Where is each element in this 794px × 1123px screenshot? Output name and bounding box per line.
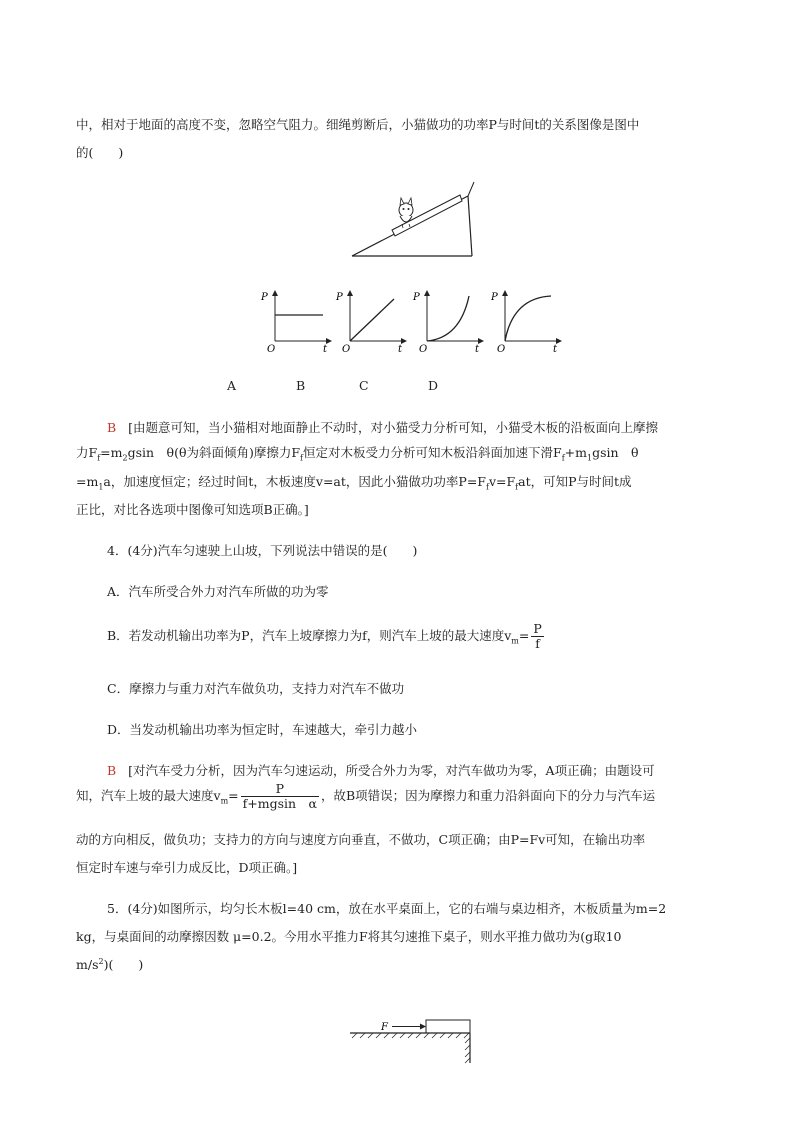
p-t-graphs [255,286,565,358]
graph-option-b: B [296,378,306,393]
q4-stem: 4．(4分)汽车匀速驶上山坡，下列说法中错误的是( ) [107,543,418,558]
graph-d-origin: O [497,344,506,355]
graph-b-curve [350,299,394,341]
q4-option-b: B．若发动机输出功率为P，汽车上坡摩擦力为f，则汽车上坡的最大速度$v_m=$ $\frac{P}{f}$ [107,621,542,651]
graph-d-t-label: t [553,344,558,355]
q5-line2: kg，与桌面间的动摩擦因数 μ=0.2。今用水平推力F将其匀速推下桌子，则水平推力做功为(g取10 [76,929,622,944]
answer-3-line1: B [由题意可知，当小猫相对地面静止不动时，对小猫受力分析可知，小猫受木板的沿板面向上摩擦 [107,420,659,435]
answer-3-line2: 力$F_f=m_2gsin$ θ(θ为斜面倾角)摩擦力$F_f$恒定对木板受力分析可知木板沿斜面加速下滑$F_f+m_1gsin$ θ [76,445,639,463]
a4-fraction: $\frac{P}{\text{f+mgsin α}}$ [242,781,317,811]
q5-line1: 5．(4分)如图所示，均匀长木板l=40 cm，放在水平桌面上，它的右端与桌边相齐，木板质量为m=2 [107,901,667,916]
answer-4-line3: 动的方向相反，做负功；支持力的方向与速度方向垂直，不做功，C项正确；由P=Fv可知，在输出功率 [76,832,646,847]
graph-b-origin: O [342,344,351,355]
answer-4-letter: B [107,763,117,778]
board-table-figure [348,1015,478,1065]
q4-option-d: D．当发动机输出功率为恒定时，车速越大，牵引力越小 [107,722,418,737]
graph-a-origin: O [267,344,276,355]
graph-a-t-label: t [323,344,328,355]
graph-d [490,291,561,355]
graph-c-t-label: t [475,344,480,355]
force-label: F [381,1022,388,1033]
graph-option-d: D [428,378,439,393]
graph-a [260,291,331,355]
answer-4-line4: 恒定时车速与牵引力成反比，D项正确。] [76,860,298,875]
answer-4-line2: 知，汽车上坡的最大速度$v_m=$ $\frac{P}{\text{f+mgsin α}}$ ，故B项错误；因为摩擦力和重力沿斜面向下的分力与汽车运 [76,781,656,811]
graph-option-c: C [359,378,369,393]
graph-d-curve [505,296,551,341]
q3-line2: 的( ) [76,145,124,160]
incline-cat-figure [350,178,480,260]
graph-b [335,291,406,355]
board [426,1020,470,1033]
answer-3-line3: $=m_1a$，加速度恒定；经过时间t，木板速度v=at，因此小猫做功功率$P=F_fv=F_fat$，可知P与时间t成 [76,474,632,492]
graph-option-a: A [227,378,237,393]
graph-b-p-label: P [336,292,343,303]
graph-c-origin: O [419,344,428,355]
q4-option-a: A．汽车所受合外力对汽车所做的功为零 [107,584,329,599]
answer-3-letter: B [107,420,117,435]
graph-c [412,291,483,355]
q4-fraction: $\frac{P}{f}$ [533,621,542,651]
q4-option-c: C．摩擦力与重力对汽车做负功，支持力对汽车不做功 [107,681,405,696]
answer-4-line1: B [对汽车受力分析，因为汽车匀速运动，所受合外力为零，对汽车做功为零，A项正确；由题设可 [107,763,655,778]
graph-d-p-label: P [491,292,498,303]
graph-b-t-label: t [398,344,403,355]
answer-3-line4: 正比，对比各选项中图像可知选项B正确。] [76,502,309,517]
q5-line3: $m/s^2$)( ) [76,956,144,972]
graph-a-p-label: P [261,292,268,303]
graph-c-curve [427,296,469,341]
q3-line1: 中，相对于地面的高度不变，忽略空气阻力。细绳剪断后，小猫做功的功率P与时间t的关系图像是图中 [76,117,640,132]
graph-c-p-label: P [413,292,420,303]
